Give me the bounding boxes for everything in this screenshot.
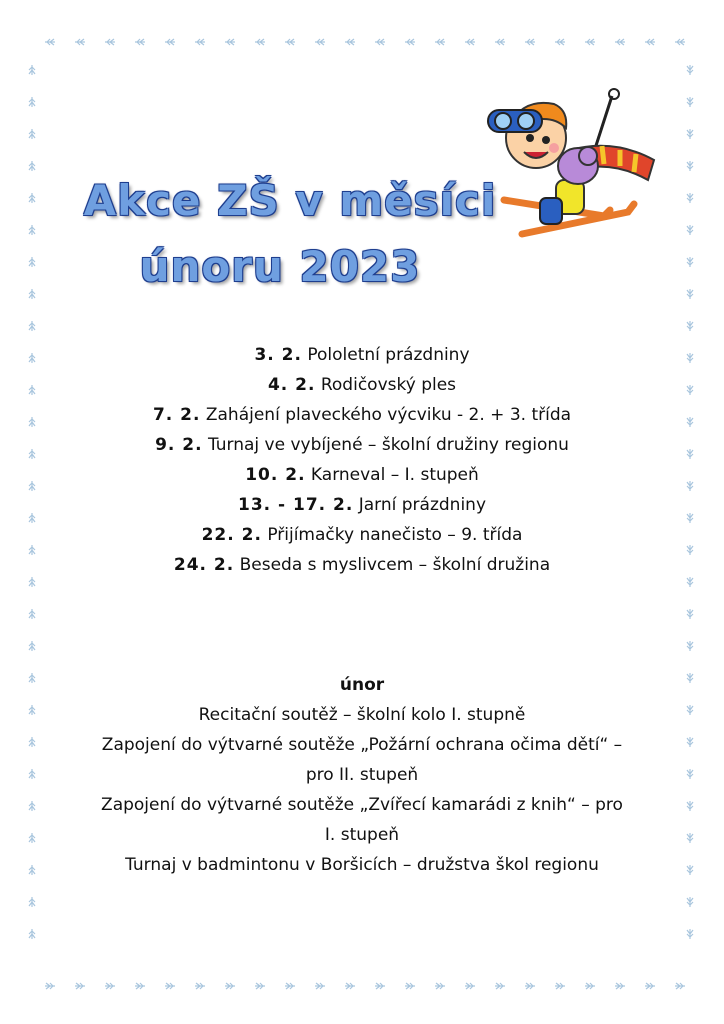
snowflake-icon	[687, 417, 693, 427]
snowflake-icon	[615, 983, 625, 989]
snowflake-icon	[29, 673, 35, 683]
snowflake-icon	[29, 705, 35, 715]
snowflake-icon	[585, 39, 595, 45]
snowflake-icon	[29, 641, 35, 651]
snowflake-icon	[29, 65, 35, 75]
snowflake-icon	[29, 129, 35, 139]
skier-illustration	[484, 88, 660, 258]
page-title-line-1: Akce ZŠ v měsíci	[83, 176, 497, 225]
event-date: 4. 2.	[267, 375, 316, 395]
event-text: Rodičovský ples	[315, 375, 457, 395]
snowflake-icon	[255, 39, 265, 45]
snowflake-icon	[687, 609, 693, 619]
snowflake-icon	[687, 225, 693, 235]
snowflake-icon	[687, 897, 693, 907]
snowflake-icon	[29, 769, 35, 779]
snowflake-icon	[687, 513, 693, 523]
snowflake-icon	[687, 321, 693, 331]
snowflake-icon	[195, 983, 205, 989]
snowflake-icon	[225, 39, 235, 45]
event-row	[40, 460, 684, 490]
monthly-lines	[40, 700, 684, 880]
snowflake-icon	[45, 983, 55, 989]
snowflake-icon	[465, 983, 475, 989]
event-date: 9. 2.	[155, 435, 203, 455]
snowflake-icon	[285, 983, 295, 989]
snowflake-icon	[645, 983, 655, 989]
snowflake-icon	[45, 39, 55, 45]
snowflake-icon	[687, 705, 693, 715]
snowflake-icon	[375, 983, 385, 989]
event-row	[40, 550, 684, 580]
event-row	[40, 520, 684, 550]
snowflake-icon	[495, 39, 505, 45]
snowflake-icon	[29, 737, 35, 747]
snowflake-icon	[29, 161, 35, 171]
snowflake-icon	[465, 39, 475, 45]
snowflake-icon	[687, 865, 693, 875]
month-heading: únor	[339, 675, 385, 695]
snowflake-icon	[75, 39, 85, 45]
snowflake-icon	[29, 225, 35, 235]
event-date: 7. 2.	[152, 405, 201, 425]
snowflake-icon	[687, 257, 693, 267]
snowflake-icon	[405, 983, 415, 989]
snowflake-icon	[687, 449, 693, 459]
snowflake-icon	[525, 983, 535, 989]
snowflake-icon	[345, 39, 355, 45]
snowflake-icon	[687, 929, 693, 939]
snowflake-icon	[29, 609, 35, 619]
snowflake-icon	[165, 39, 175, 45]
snowflake-icon	[687, 577, 693, 587]
monthly-line: Turnaj v badmintonu v Boršicích – družstva škol regionu	[125, 855, 599, 875]
snowflake-icon	[29, 481, 35, 491]
snowflake-icon	[675, 39, 685, 45]
event-row	[40, 340, 684, 370]
event-row	[40, 490, 684, 520]
snowflake-icon	[29, 545, 35, 555]
event-text: Zahájení plaveckého výcviku - 2. + 3. třída	[200, 405, 572, 425]
snowflake-icon	[285, 39, 295, 45]
snowflake-icon	[555, 983, 565, 989]
snowflake-icon	[29, 865, 35, 875]
event-date: 24. 2.	[173, 555, 235, 575]
monthly-line: Zapojení do výtvarné soutěže „Požární ochrana očima dětí“ –	[101, 735, 623, 755]
event-row	[40, 430, 684, 460]
event-date: 3. 2.	[254, 345, 302, 365]
snowflake-icon	[29, 321, 35, 331]
snowflake-icon	[687, 673, 693, 683]
snowflake-icon	[585, 983, 595, 989]
event-text: Beseda s myslivcem – školní družina	[234, 555, 551, 575]
snowflake-icon	[29, 449, 35, 459]
event-text: Přijímačky nanečisto – 9. třída	[261, 525, 523, 545]
snowflake-icon	[555, 39, 565, 45]
snowflake-icon	[615, 39, 625, 45]
event-row	[40, 400, 684, 430]
snowflake-icon	[687, 801, 693, 811]
monthly-line: I. stupeň	[324, 825, 400, 845]
page-title-line-2: únoru 2023	[139, 242, 421, 291]
monthly-line: Recitační soutěž – školní kolo I. stupně	[198, 705, 526, 725]
monthly-section	[40, 670, 684, 880]
monthly-line: Zapojení do výtvarné soutěže „Zvířecí kamarádi z knih“ – pro	[101, 795, 623, 815]
snowflake-icon	[315, 39, 325, 45]
snowflake-icon	[29, 833, 35, 843]
snowflake-icon	[687, 353, 693, 363]
snowflake-icon	[375, 39, 385, 45]
snowflake-icon	[29, 577, 35, 587]
snowflake-icon	[525, 39, 535, 45]
snowflake-icon	[135, 983, 145, 989]
snowflake-icon	[687, 193, 693, 203]
snowflake-icon	[105, 983, 115, 989]
snowflake-icon	[255, 983, 265, 989]
snowflake-icon	[687, 65, 693, 75]
event-text: Karneval – I. stupeň	[305, 465, 479, 485]
snowflake-icon	[315, 983, 325, 989]
snowflake-icon	[435, 983, 445, 989]
event-text: Jarní prázdniny	[353, 495, 486, 515]
snowflake-icon	[105, 39, 115, 45]
event-text: Turnaj ve vybíjené – školní družiny regionu	[202, 435, 569, 455]
snowflake-icon	[687, 641, 693, 651]
snowflake-icon	[135, 39, 145, 45]
snowflake-icon	[29, 929, 35, 939]
snowflake-icon	[687, 289, 693, 299]
snowflake-icon	[345, 983, 355, 989]
snowflake-icon	[29, 97, 35, 107]
event-row	[40, 370, 684, 400]
snowflake-icon	[687, 737, 693, 747]
snowflake-icon	[75, 983, 85, 989]
snowflake-icon	[225, 983, 235, 989]
snowflake-icon	[29, 513, 35, 523]
event-date: 22. 2.	[201, 525, 262, 545]
event-list	[40, 340, 684, 580]
snowflake-icon	[29, 897, 35, 907]
snowflake-icon	[29, 353, 35, 363]
snowflake-icon	[495, 983, 505, 989]
snowflake-icon	[645, 39, 655, 45]
snowflake-icon	[687, 545, 693, 555]
snowflake-icon	[29, 417, 35, 427]
monthly-line: pro II. stupeň	[305, 765, 419, 785]
snowflake-icon	[687, 769, 693, 779]
snowflake-icon	[675, 983, 685, 989]
snowflake-icon	[165, 983, 175, 989]
snowflake-icon	[687, 833, 693, 843]
snowflake-icon	[687, 481, 693, 491]
event-date: 13. - 17. 2.	[238, 495, 354, 515]
snowflake-icon	[405, 39, 415, 45]
snowflake-icon	[687, 161, 693, 171]
snowflake-icon	[435, 39, 445, 45]
snowflake-icon	[29, 801, 35, 811]
snowflake-icon	[687, 129, 693, 139]
snowflake-icon	[687, 97, 693, 107]
snowflake-icon	[687, 385, 693, 395]
snowflake-icon	[29, 385, 35, 395]
event-date: 10. 2.	[245, 465, 306, 485]
snowflake-icon	[195, 39, 205, 45]
event-text: Pololetní prázdniny	[301, 345, 470, 365]
